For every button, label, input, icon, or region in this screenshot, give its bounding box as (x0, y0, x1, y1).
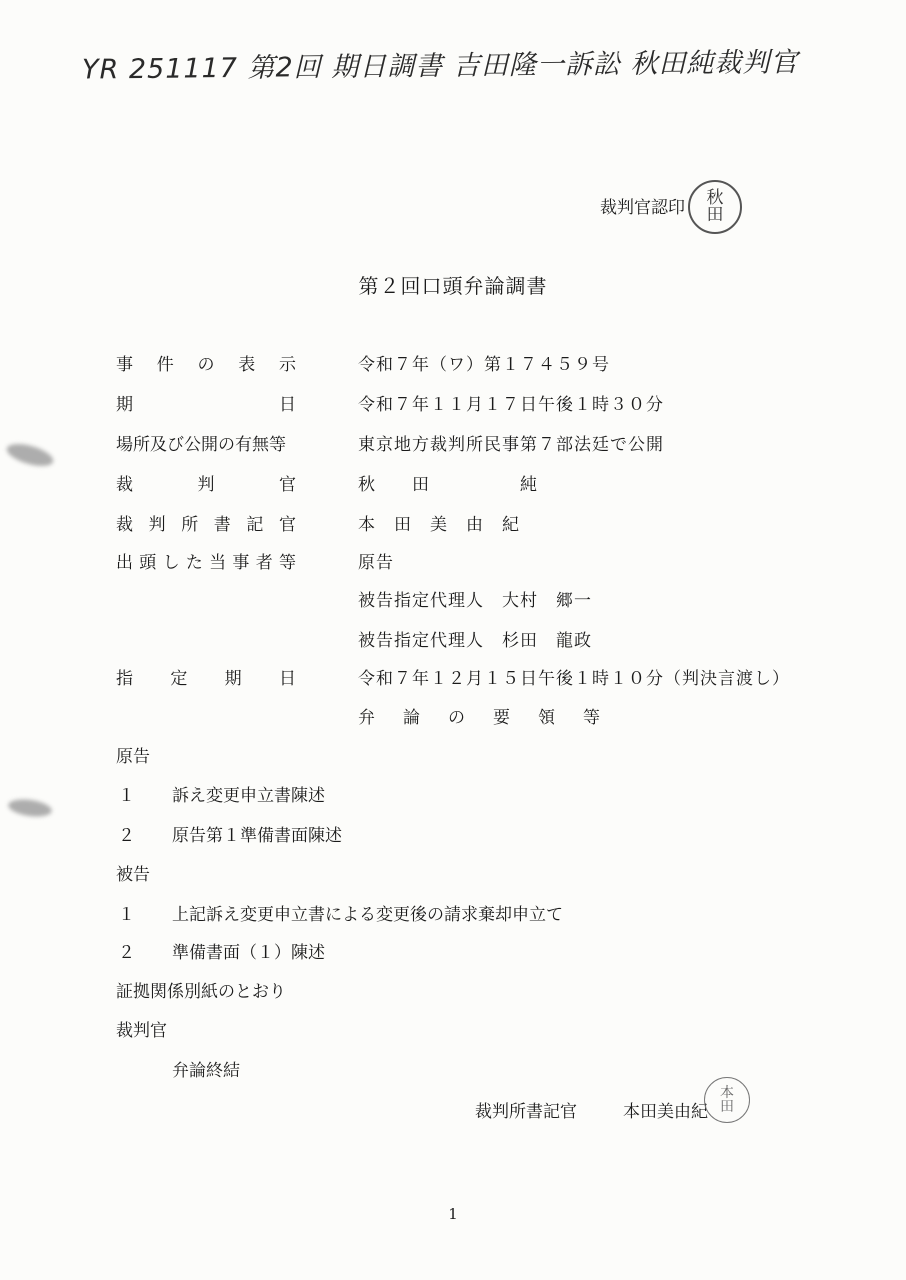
case-label-judge: 裁 判 官 (116, 475, 296, 495)
clerk-seal-stamp (704, 1077, 750, 1123)
handwritten-note: YR 251117 第2回 期日調書 吉田隆一訴訟 秋田純裁判官 (81, 47, 799, 86)
item-number: １ (118, 905, 135, 925)
seal-char: 本 (720, 1085, 734, 1101)
document-title: 第２回口頭弁論調書 (358, 274, 548, 298)
judge-seal-stamp (688, 180, 742, 234)
defendant-heading: 被告 (116, 865, 150, 885)
seal-char: 田 (720, 1099, 734, 1115)
case-label-next-date: 指 定 期 日 (116, 669, 296, 689)
judge-section-text: 弁論終結 (172, 1061, 240, 1081)
case-value-place: 東京地方裁判所民事第７部法廷で公開 (358, 435, 664, 455)
case-label-date: 期 日 (116, 395, 296, 415)
judge-approval-label: 裁判官認印 (600, 198, 685, 218)
item-number: ２ (118, 943, 135, 963)
defendant-item: 準備書面（１）陳述 (172, 943, 325, 963)
seal-char: 田 (706, 205, 724, 225)
plaintiff-item: 原告第１準備書面陳述 (172, 826, 342, 846)
page-number: 1 (448, 1205, 458, 1223)
case-value-next-date: 令和７年１２月１５日午後１時１０分（判決言渡し） (358, 669, 790, 689)
case-value-attendee: 被告指定代理人 杉田 龍政 (358, 631, 592, 651)
case-value-case-number: 令和７年（ワ）第１７４５９号 (358, 355, 610, 375)
plaintiff-item: 訴え変更申立書陳述 (172, 786, 325, 806)
judge-section-heading: 裁判官 (116, 1021, 167, 1041)
defendant-item: 上記訴え変更申立書による変更後の請求棄却申立て (172, 905, 563, 925)
punch-hole-mark (4, 440, 55, 471)
case-label-attendees: 出 頭 し た 当 事 者 等 (116, 553, 296, 573)
case-label-case-number: 事 件 の 表 示 (116, 355, 296, 375)
item-number: １ (118, 786, 135, 806)
clerk-signature-name: 本田美由紀 (623, 1102, 708, 1122)
evidence-note: 証拠関係別紙のとおり (116, 982, 286, 1002)
case-value-clerk: 本 田 美 由 紀 (358, 515, 520, 535)
case-value-attendee: 被告指定代理人 大村 郷一 (358, 591, 592, 611)
section-heading: 弁 論 の 要 領 等 (358, 708, 600, 728)
case-label-place: 場所及び公開の有無等 (116, 435, 286, 455)
clerk-signature-role: 裁判所書記官 (475, 1102, 577, 1122)
case-value-date: 令和７年１１月１７日午後１時３０分 (358, 395, 664, 415)
seal-char: 秋 (706, 188, 724, 208)
case-value-attendee: 原告 (358, 553, 394, 573)
case-label-clerk: 裁 判 所 書 記 官 (116, 515, 296, 535)
case-value-judge: 秋 田 純 (358, 475, 538, 495)
punch-hole-mark (7, 797, 53, 819)
plaintiff-heading: 原告 (116, 747, 150, 767)
item-number: ２ (118, 826, 135, 846)
